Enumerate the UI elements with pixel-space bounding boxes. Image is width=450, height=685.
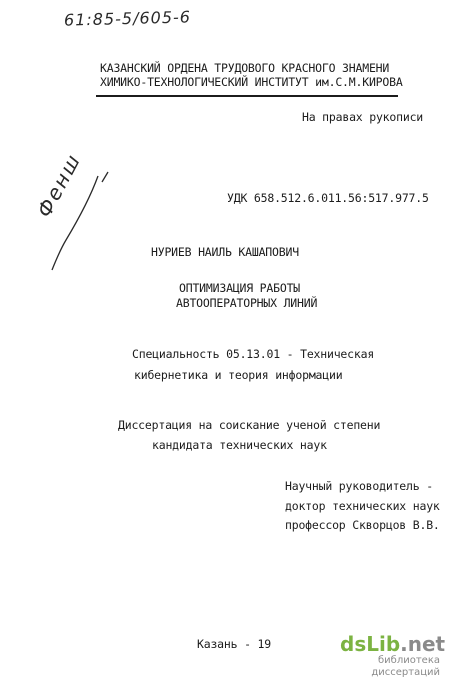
udc-code: УДК 658.512.6.011.56:517.977.5 bbox=[227, 191, 429, 205]
archive-number: 61:85-5/605-6 bbox=[63, 7, 192, 30]
supervisor-line-2: доктор технических наук bbox=[285, 499, 440, 513]
manuscript-note: На правах рукописи bbox=[302, 110, 424, 124]
watermark-logo bbox=[340, 632, 446, 679]
signature-stroke bbox=[30, 168, 110, 278]
title-line-1: ОПТИМИЗАЦИЯ РАБОТЫ bbox=[179, 281, 301, 295]
watermark-tld: .net bbox=[400, 632, 446, 656]
author-name: НУРИЕВ НАИЛЬ КАШАПОВИЧ bbox=[151, 245, 299, 259]
watermark-brand: dsLib bbox=[340, 632, 401, 656]
institute-line-1: КАЗАНСКИЙ ОРДЕНА ТРУДОВОГО КРАСНОГО ЗНАМЕНИ bbox=[100, 61, 390, 75]
dissertation-line-1: Диссертация на соискание ученой степени bbox=[118, 418, 381, 432]
specialty-line-2: кибернетика и теория информации bbox=[134, 368, 343, 382]
title-line-2: АВТООПЕРАТОРНЫХ ЛИНИЙ bbox=[176, 296, 318, 310]
watermark-caption: библиотека диссертаций bbox=[371, 655, 440, 678]
institute-line-2: ХИМИКО-ТЕХНОЛОГИЧЕСКИЙ ИНСТИТУТ им.С.М.КИРОВА bbox=[100, 75, 403, 89]
supervisor-line-3: профессор Скворцов В.В. bbox=[285, 518, 440, 532]
header-rule bbox=[96, 95, 398, 97]
dissertation-line-2: кандидата технических наук bbox=[152, 438, 327, 452]
supervisor-line-1: Научный руководитель - bbox=[285, 479, 433, 493]
handwritten-signature: Фенш bbox=[32, 149, 86, 222]
city-year: Казань - 19 bbox=[197, 637, 271, 651]
specialty-line-1: Специальность 05.13.01 - Техническая bbox=[132, 347, 375, 361]
